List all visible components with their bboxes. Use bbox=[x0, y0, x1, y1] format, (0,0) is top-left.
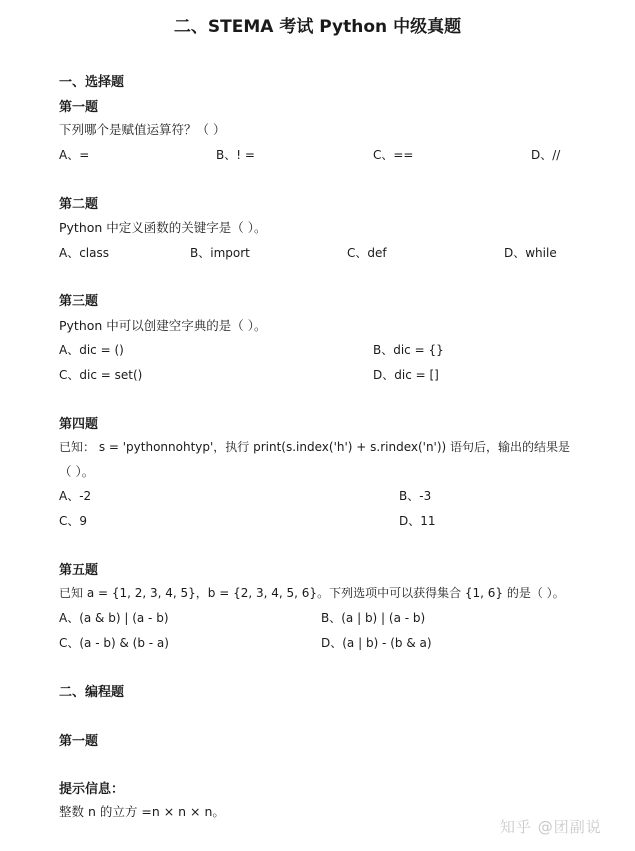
question-4-stem-line-2: （ ）。 bbox=[59, 464, 95, 479]
question-1-heading: 第一题 bbox=[59, 100, 99, 115]
hint-heading: 提示信息： bbox=[59, 782, 125, 797]
hint-text: 整数 n 的立方 =n × n × n。 bbox=[59, 804, 225, 819]
question-3-stem: Python 中可以创建空字典的是（ ）。 bbox=[59, 318, 267, 333]
question-5-option-a: A、(a & b) | (a - b) bbox=[59, 611, 169, 625]
question-5-option-d: D、(a | b) - (b & a) bbox=[321, 636, 432, 650]
question-1-option-b: B、! = bbox=[216, 148, 255, 162]
programming-question-1-heading: 第一题 bbox=[59, 734, 99, 749]
question-1-stem: 下列哪个是赋值运算符？（ ） bbox=[59, 122, 226, 137]
question-4-option-c: C、9 bbox=[59, 514, 88, 528]
question-1-option-a: A、= bbox=[59, 148, 90, 162]
question-1-option-c: C、== bbox=[373, 148, 414, 162]
question-3-heading: 第三题 bbox=[59, 294, 99, 309]
page-title: 二、STEMA 考试 Python 中级真题 bbox=[173, 17, 462, 37]
question-1-option-d: D、// bbox=[531, 148, 561, 162]
question-4-option-b: B、-3 bbox=[399, 489, 432, 503]
section-heading-programming: 二、编程题 bbox=[59, 685, 125, 700]
question-5-option-c: C、(a - b) & (b - a) bbox=[59, 636, 169, 650]
question-2-option-c: C、def bbox=[347, 246, 387, 260]
question-3-option-b: B、dic = {} bbox=[373, 343, 444, 357]
question-3-option-d: D、dic = [] bbox=[373, 368, 439, 382]
question-2-option-a: A、class bbox=[59, 246, 109, 260]
question-2-stem: Python 中定义函数的关键字是（ ）。 bbox=[59, 220, 267, 235]
question-4-stem-line-1: 已知： s = 'pythonnohtyp'，执行 print(s.index('h') + s.rindex('n')) 语句后，输出的结果是 bbox=[59, 440, 571, 454]
question-2-option-b: B、import bbox=[190, 246, 250, 260]
question-4-option-d: D、11 bbox=[399, 514, 436, 528]
question-3-option-a: A、dic = () bbox=[59, 343, 124, 357]
question-4-heading: 第四题 bbox=[59, 417, 99, 432]
question-5-stem: 已知 a = {1, 2, 3, 4, 5}，b = {2, 3, 4, 5, 6}。下列选项中可以获得集合 {1, 6} 的是（ ）。 bbox=[59, 586, 565, 600]
question-5-heading: 第五题 bbox=[59, 563, 99, 578]
question-2-heading: 第二题 bbox=[59, 197, 99, 212]
question-2-option-d: D、while bbox=[504, 246, 557, 260]
question-4-option-a: A、-2 bbox=[59, 489, 92, 503]
question-3-option-c: C、dic = set() bbox=[59, 368, 143, 382]
question-5-option-b: B、(a | b) | (a - b) bbox=[321, 611, 426, 625]
zhihu-watermark: 知乎 @团副说 bbox=[500, 818, 602, 836]
section-heading-choice: 一、选择题 bbox=[59, 75, 125, 90]
